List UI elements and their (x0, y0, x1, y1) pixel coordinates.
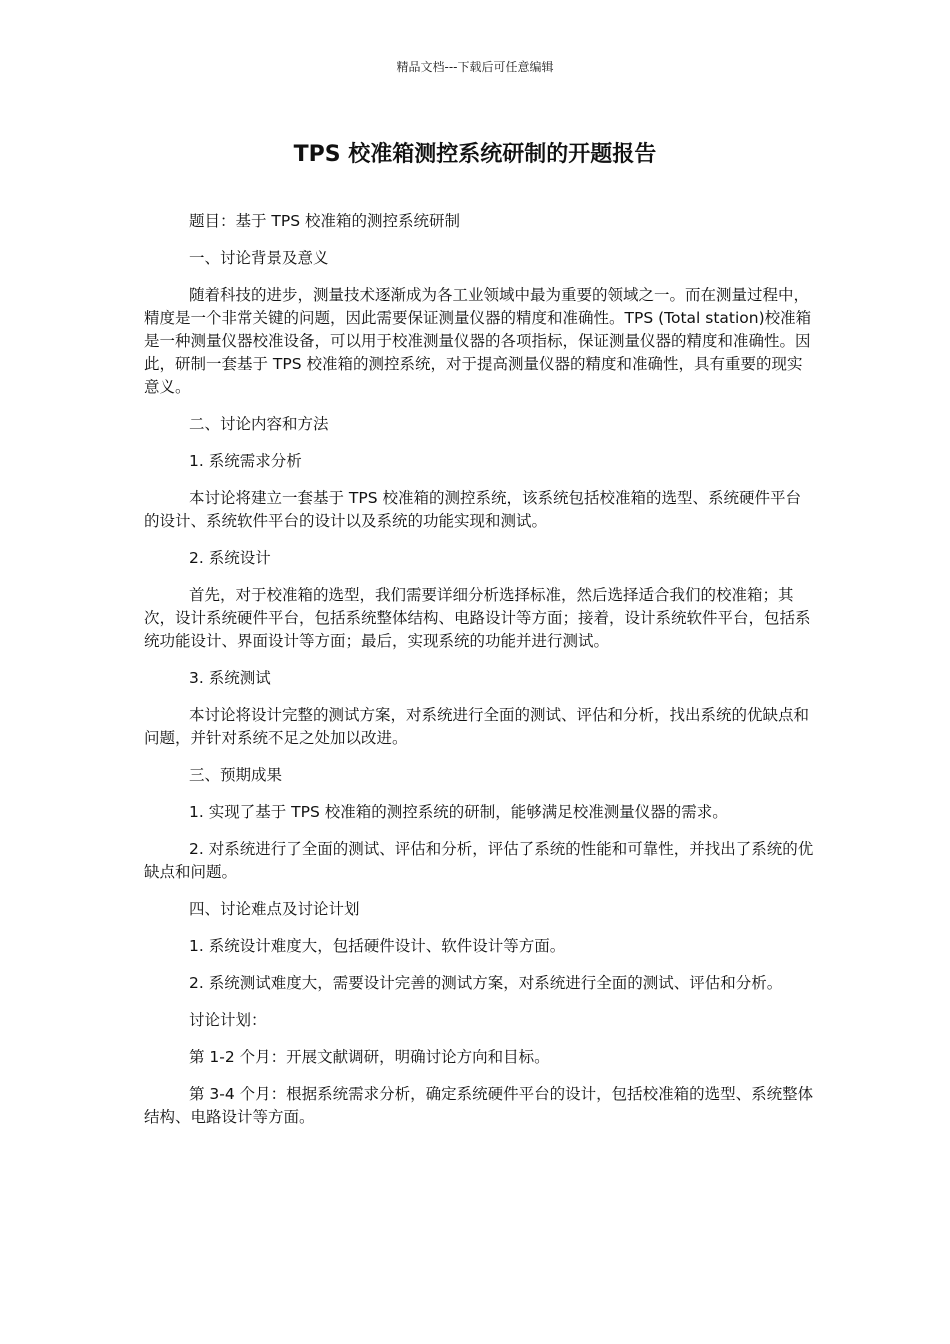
result-item-2: 2. 对系统进行了全面的测试、评估和分析，评估了系统的性能和可靠性，并找出了系统的优缺点和问题。 (144, 840, 814, 881)
page-header-note: 精品文档---下载后可任意编辑 (396, 60, 554, 74)
document-title: TPS 校准箱测控系统研制的开题报告 (293, 142, 657, 167)
plan-heading: 讨论计划： (189, 1011, 267, 1029)
document-body (144, 210, 816, 1143)
subheading-requirements: 1. 系统需求分析 (189, 452, 302, 470)
section-heading-difficulties-plan: 四、讨论难点及讨论计划 (189, 900, 360, 918)
paragraph-design: 首先，对于校准箱的选型，我们需要详细分析选择标准，然后选择适合我们的校准箱；其次，设计系统硬件平台，包括系统整体结构、电路设计等方面；接着，设计系统软件平台，包括系统功能设计、界面设计等方面；最后，实现系统的功能并进行测试。 (144, 586, 811, 650)
section-heading-content-method: 二、讨论内容和方法 (189, 415, 329, 433)
section-heading-expected-results: 三、预期成果 (189, 766, 283, 784)
plan-item-2: 第 3-4 个月：根据系统需求分析，确定系统硬件平台的设计，包括校准箱的选型、系统整体结构、电路设计等方面。 (144, 1085, 814, 1126)
topic-line: 题目：基于 TPS 校准箱的测控系统研制 (189, 212, 461, 230)
paragraph-testing: 本讨论将设计完整的测试方案，对系统进行全面的测试、评估和分析，找出系统的优缺点和问题，并针对系统不足之处加以改进。 (144, 706, 810, 747)
subheading-testing: 3. 系统测试 (189, 669, 271, 687)
plan-item-1: 第 1-2 个月：开展文献调研，明确讨论方向和目标。 (189, 1048, 550, 1066)
difficulty-item-1: 1. 系统设计难度大，包括硬件设计、软件设计等方面。 (189, 937, 566, 955)
paragraph-background: 随着科技的进步，测量技术逐渐成为各工业领域中最为重要的领域之一。而在测量过程中，精度是一个非常关键的问题，因此需要保证测量仪器的精度和准确性。TPS (Total station)校准箱是一种测量仪器校准设备，可以用于校准测量仪器的各项指标，保证测量仪器的精度和准确性。因此，研制一套基于 TPS 校准箱的测控系统，对于提高测量仪器的精度和准确性，具有重要的现实意义。 (144, 286, 812, 396)
subheading-design: 2. 系统设计 (189, 549, 271, 567)
paragraph-requirements: 本讨论将建立一套基于 TPS 校准箱的测控系统，该系统包括校准箱的选型、系统硬件平台的设计、系统软件平台的设计以及系统的功能实现和测试。 (144, 489, 802, 530)
section-heading-background: 一、讨论背景及意义 (189, 249, 329, 267)
difficulty-item-2: 2. 系统测试难度大，需要设计完善的测试方案，对系统进行全面的测试、评估和分析。 (189, 974, 783, 992)
result-item-1: 1. 实现了基于 TPS 校准箱的测控系统的研制，能够满足校准测量仪器的需求。 (189, 803, 728, 821)
